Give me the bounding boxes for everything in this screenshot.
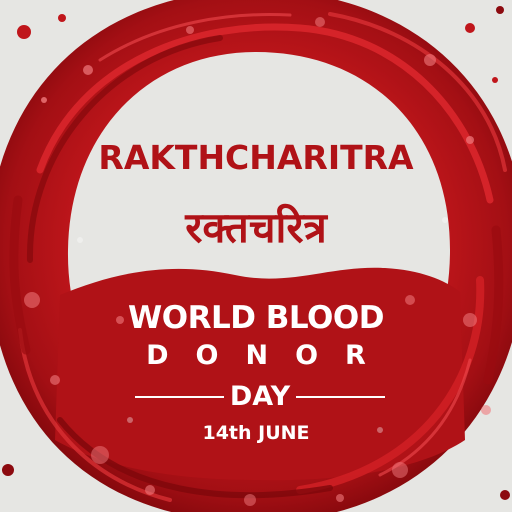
event-title-line3: DAY	[229, 381, 291, 412]
event-title-line1: WORLD BLOOD	[128, 300, 384, 336]
event-date: 14th JUNE	[202, 422, 310, 444]
event-title-line3-row	[135, 377, 385, 417]
left-rule	[135, 396, 224, 398]
brand-name-hindi: रक्तचरित्र	[185, 203, 327, 252]
brand-name-english: RAKTHCHARITRA	[98, 138, 414, 177]
event-title-line2: DONOR	[146, 340, 393, 371]
right-rule	[296, 396, 385, 398]
